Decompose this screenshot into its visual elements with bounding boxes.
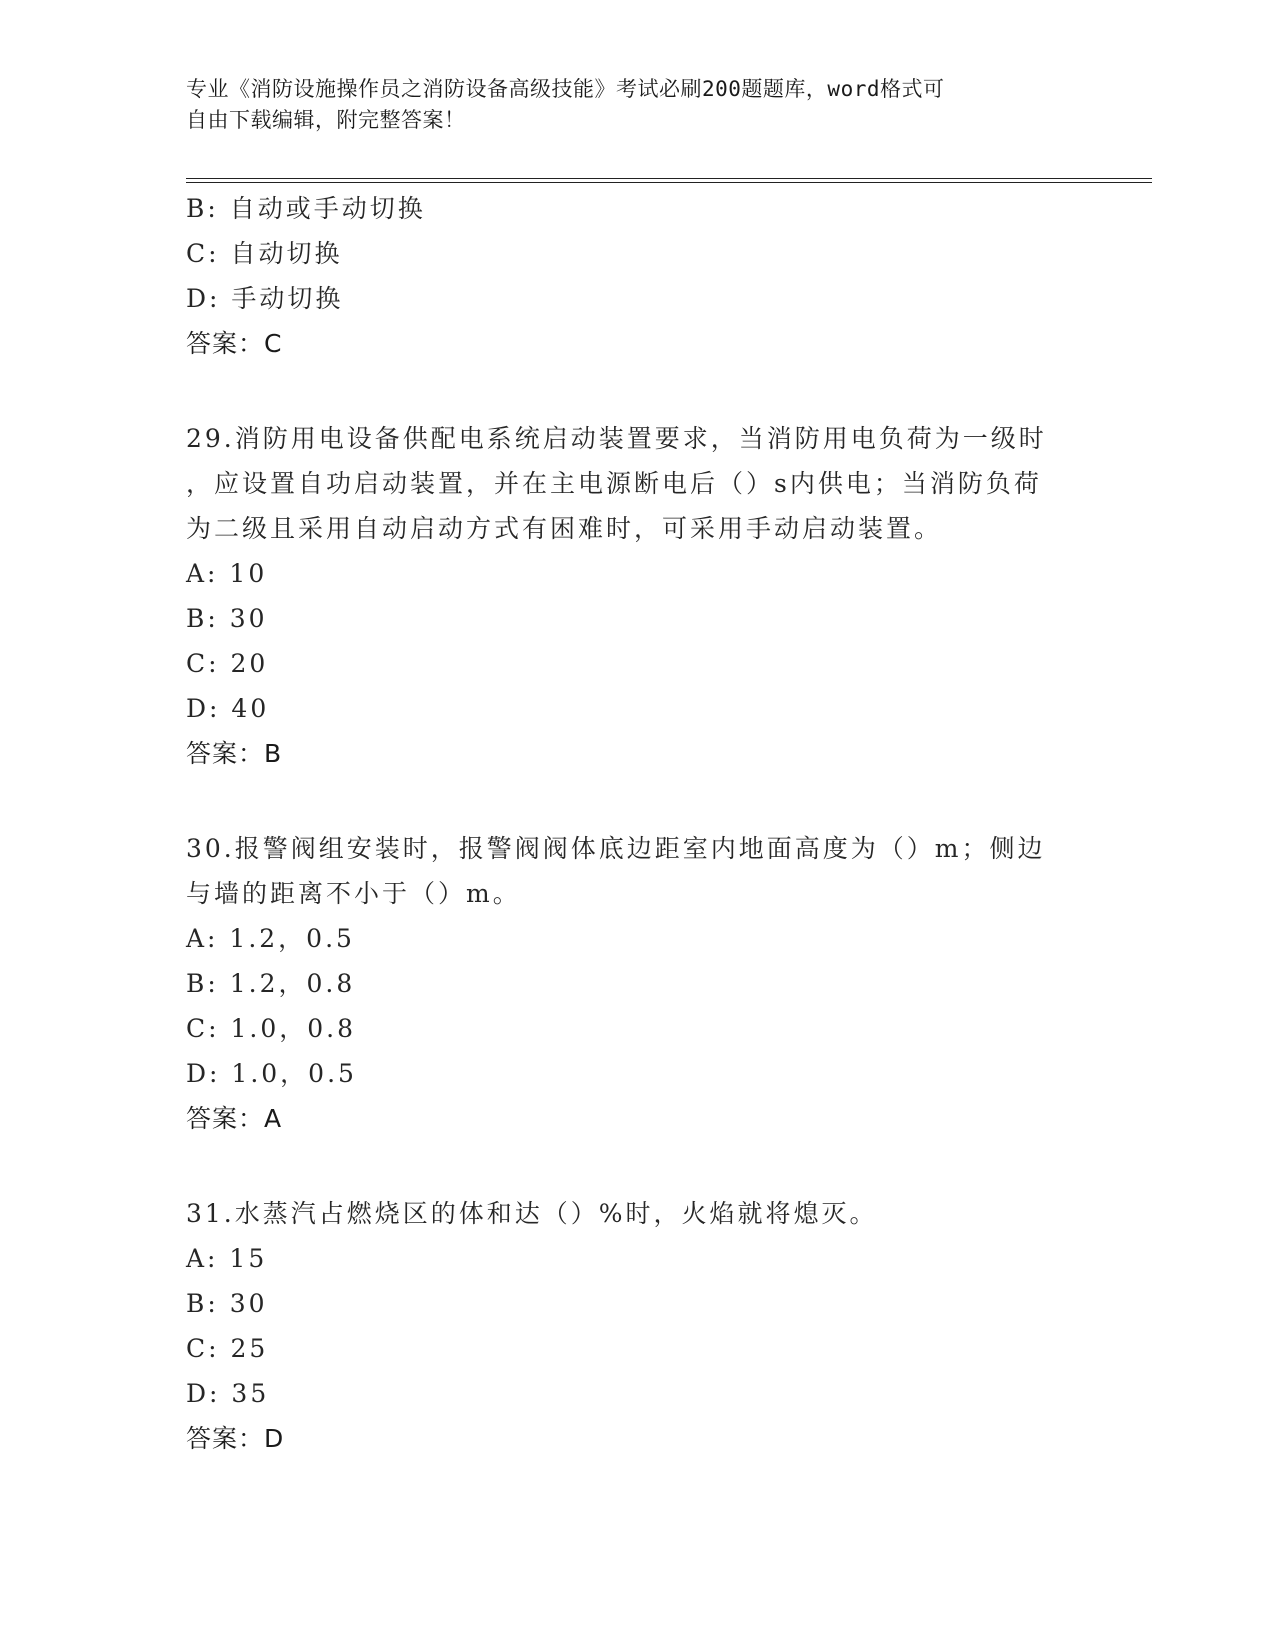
question-stem-line: 30.报警阀组安装时，报警阀阀体底边距室内地面高度为（）m；侧边: [186, 834, 1046, 863]
option-a: A: 10: [186, 559, 268, 588]
answer-line: 答案：C: [186, 329, 283, 358]
option-a: A: 1.2，0.5: [186, 924, 355, 953]
option-b: B: 1.2，0.8: [186, 969, 356, 998]
question-stem-line: 与墙的距离不小于（）m。: [186, 879, 521, 908]
option-c: C: 自动切换: [186, 239, 343, 268]
option-d: D: 40: [186, 694, 270, 723]
option-b: B: 30: [186, 1289, 268, 1318]
answer-line: 答案：D: [186, 1424, 285, 1453]
option-a: A: 15: [186, 1244, 268, 1273]
question-30: [186, 826, 1086, 1141]
option-d: D: 35: [186, 1379, 270, 1408]
answer-line: 答案：B: [186, 739, 283, 768]
question-stem-line: ，应设置自功启动装置，并在主电源断电后（）s内供电；当消防负荷: [186, 469, 1042, 498]
option-b: B: 30: [186, 604, 268, 633]
question-list: [186, 186, 1086, 1461]
question-31: [186, 1191, 1086, 1461]
option-c: C: 1.0，0.8: [186, 1014, 357, 1043]
question-stem-line: 29.消防用电设备供配电系统启动装置要求，当消防用电负荷为一级时: [186, 424, 1047, 453]
header-divider: [186, 178, 1152, 183]
option-c: C: 20: [186, 649, 269, 678]
option-b: B: 自动或手动切换: [186, 194, 426, 223]
question-28-continuation: [186, 186, 1086, 366]
header-line-2: 自由下载编辑，附完整答案！: [186, 108, 466, 132]
header-line-1: 专业《消防设施操作员之消防设备高级技能》考试必刷200题题库，word格式可: [186, 77, 945, 101]
question-stem-line: 31.水蒸汽占燃烧区的体和达（）%时，火焰就将熄灭。: [186, 1199, 878, 1228]
question-29: [186, 416, 1086, 776]
question-stem-line: 为二级且采用自动启动方式有困难时，可采用手动启动装置。: [186, 514, 943, 543]
answer-line: 答案：A: [186, 1104, 283, 1133]
option-c: C: 25: [186, 1334, 269, 1363]
option-d: D: 手动切换: [186, 284, 344, 313]
document-header: [186, 74, 1066, 136]
option-d: D: 1.0，0.5: [186, 1059, 357, 1088]
